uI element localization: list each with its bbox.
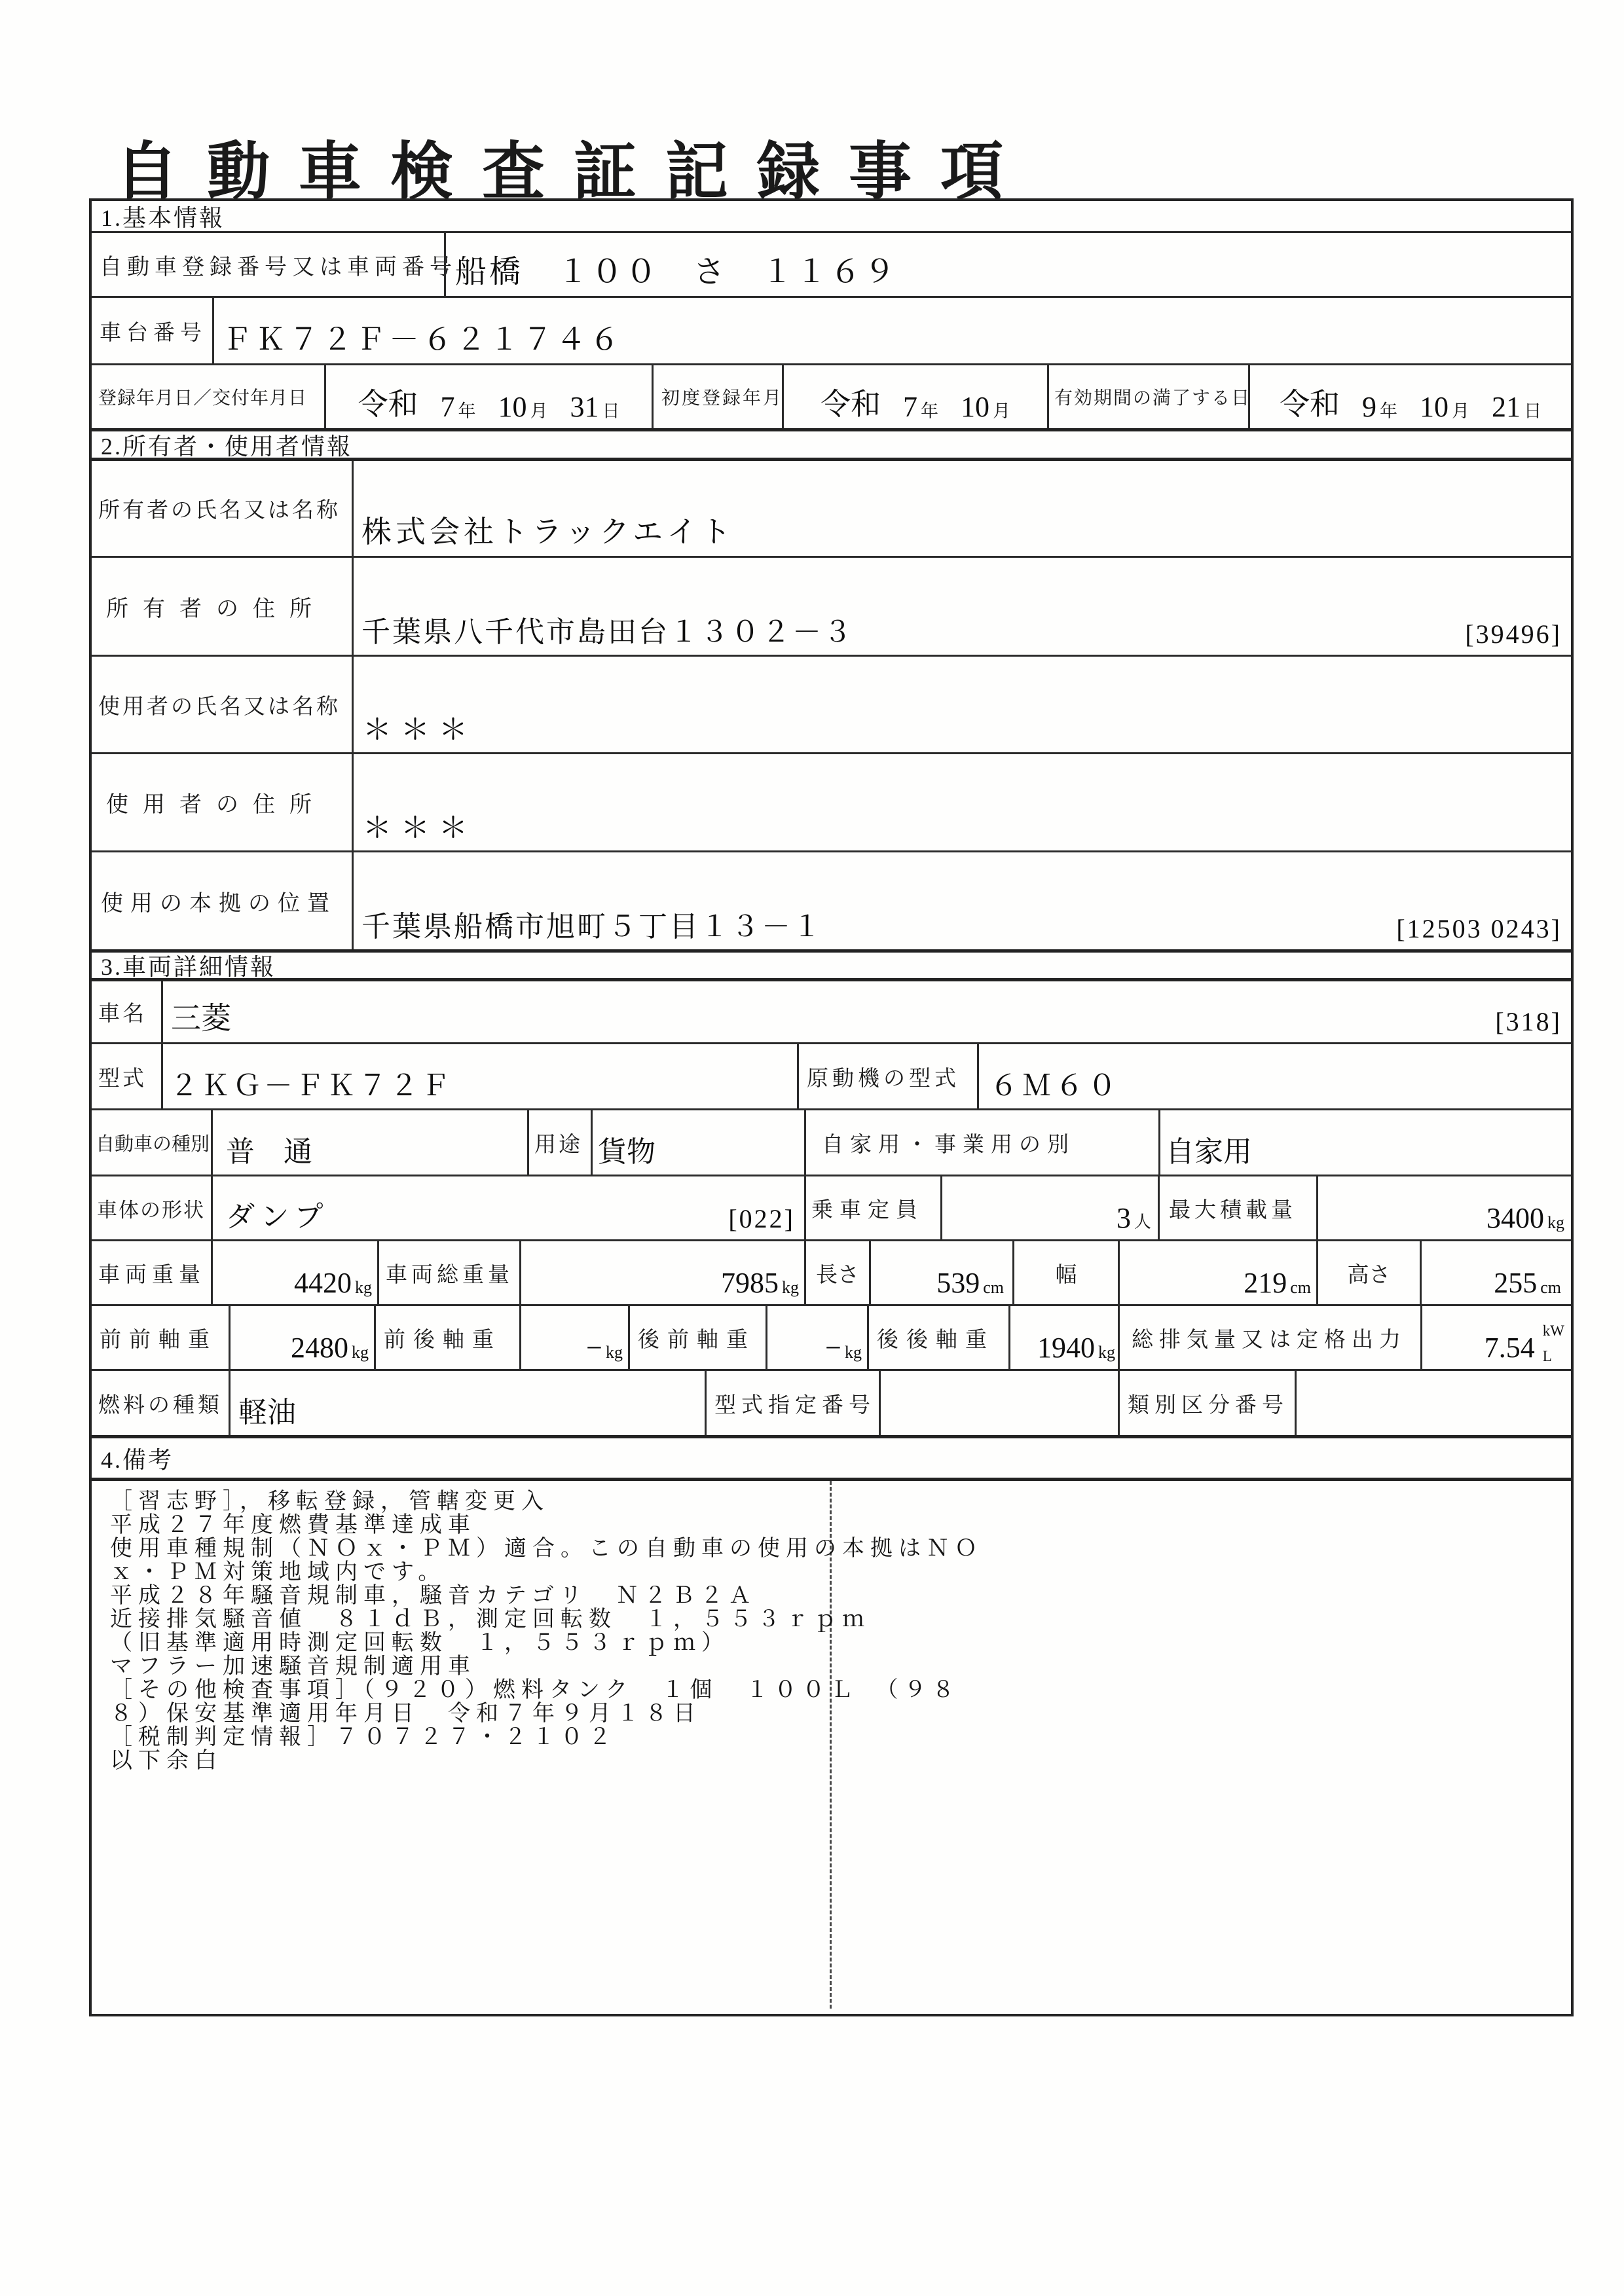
row-fuel — [92, 1369, 1571, 1435]
type-designation-value — [879, 1371, 1118, 1435]
remarks-line: 近接排気騒音値 ８１ｄＢ，測定回転数 １，５５３ｒｐｍ — [110, 1607, 870, 1631]
row-body-shape — [92, 1175, 1571, 1239]
type-designation-label: 型式指定番号 — [705, 1371, 879, 1435]
remarks-line: 平成２７年度燃費基準達成車 — [110, 1513, 476, 1537]
user-address-value: ＊＊＊ — [352, 754, 1571, 850]
axle-front-rear-label: 前後軸重 — [374, 1306, 519, 1369]
first-registration-label: 初度登録年月 — [652, 365, 782, 428]
remarks-line: 使用車種規制（ＮＯｘ・ＰＭ）適合。この自動車の使用の本拠はＮＯ — [110, 1537, 983, 1561]
displacement-value: 7.54 kW L — [1420, 1306, 1571, 1369]
category-number-label: 類別区分番号 — [1118, 1371, 1295, 1435]
registration-number-label: 自動車登録番号又は車両番号 — [100, 255, 457, 280]
max-load-value: 3400 kg — [1316, 1176, 1571, 1239]
height-value: 255 cm — [1420, 1241, 1571, 1304]
row-dates — [92, 363, 1571, 428]
private-business-value: 自家用 — [1158, 1110, 1571, 1175]
use-label: 用途 — [527, 1110, 591, 1175]
fuel-type-label: 燃料の種類 — [98, 1393, 223, 1417]
remarks-line: ［税制判定情報］７０７２７・２１０２ — [110, 1725, 617, 1749]
remarks-line: ８）保安基準適用年月日 令和７年９月１８日 — [110, 1702, 701, 1726]
axle-rear-front-value: − kg — [766, 1306, 867, 1369]
registration-number-value: 船橋 １００ さ １１６９ — [444, 233, 1571, 296]
gross-weight-label: 車両総重量 — [377, 1241, 519, 1304]
remarks-line: （旧基準適用時測定回転数 １，５５３ｒｐｍ） — [110, 1631, 729, 1655]
era-text: 令和 — [358, 388, 418, 421]
owner-name-value: 株式会社トラックエイト — [352, 461, 1571, 556]
body-shape-label: 車体の形状 — [97, 1198, 205, 1222]
base-location-code: [12503 0243] — [1396, 914, 1562, 943]
use-value: 貨物 — [591, 1110, 804, 1175]
row-axle-weights — [92, 1304, 1571, 1369]
gross-weight-value: 7985 kg — [519, 1241, 804, 1304]
registration-date-label: 登録年月日／交付年月日 — [98, 388, 308, 409]
record-table — [89, 198, 1574, 2016]
section-header-owner: 2.所有者・使用者情報 — [92, 428, 1571, 458]
first-registration-value: 令和 7 年 10 月 — [782, 365, 1047, 428]
length-label: 長さ — [804, 1241, 869, 1304]
remarks-text — [110, 1490, 983, 1773]
row-kind-use — [92, 1108, 1571, 1175]
owner-name-label: 所有者の氏名又は名称 — [98, 499, 341, 522]
car-name-code: [318] — [1495, 1007, 1562, 1036]
row-user-address — [92, 752, 1571, 850]
section-header-vehicle: 3.車両詳細情報 — [92, 949, 1571, 978]
row-chassis-number — [92, 296, 1571, 363]
max-load-label: 最大積載量 — [1158, 1176, 1316, 1239]
car-name-label: 車名 — [98, 1002, 147, 1026]
remarks-line: 平成２８年騒音規制車，騒音カテゴリ Ｎ２Ｂ２Ａ — [110, 1584, 757, 1608]
section-header-remarks: 4.備考 — [92, 1435, 1571, 1478]
row-owner-address — [92, 556, 1571, 655]
remarks-line: マフラー加速騒音規制適用車 — [110, 1654, 476, 1679]
row-owner-name — [92, 458, 1571, 556]
chassis-number-label: 車台番号 — [100, 321, 207, 345]
row-registration-number — [92, 231, 1571, 296]
axle-rear-rear-label: 後後軸重 — [867, 1306, 1008, 1369]
car-name-value: 三菱 [318] — [161, 981, 1571, 1042]
page-title: 自動車検査証記録事項 — [115, 137, 1032, 207]
vehicle-weight-label: 車両重量 — [98, 1263, 206, 1287]
remarks-line: ｘ・ＰＭ対策地域内です。 — [110, 1560, 447, 1584]
row-car-name — [92, 978, 1571, 1042]
user-name-value: ＊＊＊ — [352, 657, 1571, 752]
engine-model-label: 原動機の型式 — [797, 1044, 977, 1108]
capacity-value: 3 人 — [940, 1176, 1158, 1239]
private-business-label: 自家用・事業用の別 — [804, 1110, 1158, 1175]
remarks-line: ［習志野］，移転登録，管轄変更入 — [110, 1489, 549, 1514]
category-number-value — [1295, 1371, 1571, 1435]
remarks-line: 以下余白 — [110, 1749, 223, 1773]
displacement-units: kW L — [1542, 1322, 1564, 1364]
owner-address-label: 所有者の住所 — [106, 596, 326, 621]
displacement-label: 総排気量又は定格出力 — [1118, 1306, 1420, 1369]
vehicle-weight-value: 4420 kg — [211, 1241, 377, 1304]
user-name-label: 使用者の氏名又は名称 — [98, 695, 341, 719]
body-shape-code: [022] — [728, 1204, 795, 1233]
body-shape-value: ダンプ [022] — [211, 1176, 804, 1239]
height-label: 高さ — [1316, 1241, 1420, 1304]
section-header-basic: 1.基本情報 — [101, 204, 225, 231]
axle-rear-rear-value: 1940 kg — [1008, 1306, 1118, 1369]
base-location-label: 使用の本拠の位置 — [101, 891, 337, 916]
row-model — [92, 1042, 1571, 1108]
axle-front-front-value: 2480 kg — [229, 1306, 374, 1369]
vehicle-kind-label: 自動車の種別 — [96, 1133, 210, 1155]
owner-address-value: 千葉県八千代市島田台１３０２－３ [39496] — [352, 558, 1571, 655]
axle-rear-front-label: 後前軸重 — [628, 1306, 766, 1369]
engine-model-value: ６Ｍ６０ — [977, 1044, 1571, 1108]
remarks-box — [92, 1478, 1571, 2009]
base-location-value: 千葉県船橋市旭町５丁目１３－１ [12503 0243] — [352, 852, 1571, 949]
user-address-label: 使用者の住所 — [106, 793, 326, 817]
remarks-line: ［その他検査事項］（９２０）燃料タンク １個 １００Ｌ （９８ — [110, 1678, 961, 1702]
row-user-name — [92, 655, 1571, 752]
axle-front-rear-value: − kg — [519, 1306, 628, 1369]
width-value: 219 cm — [1118, 1241, 1316, 1304]
axle-front-front-label: 前前軸重 — [100, 1328, 217, 1352]
vehicle-kind-value: 普 通 — [211, 1110, 527, 1175]
owner-address-code: [39496] — [1465, 619, 1562, 649]
capacity-label: 乗車定員 — [804, 1176, 940, 1239]
row-weights-dimensions — [92, 1239, 1571, 1304]
registration-date-value: 令和 7 年 10 月 31 日 — [324, 365, 652, 428]
model-label: 型式 — [98, 1066, 147, 1091]
expiry-date-value: 令和 9 年 10 月 21 日 — [1248, 365, 1571, 428]
expiry-date-label: 有効期間の満了する日 — [1047, 365, 1248, 428]
length-value: 539 cm — [869, 1241, 1012, 1304]
chassis-number-value: ＦＫ７２Ｆ－６２１７４６ — [212, 298, 1571, 363]
width-label: 幅 — [1012, 1241, 1118, 1304]
fuel-type-value: 軽油 — [229, 1371, 705, 1435]
model-value: ２ＫＧ－ＦＫ７２Ｆ — [161, 1044, 797, 1108]
row-base-location — [92, 850, 1571, 949]
